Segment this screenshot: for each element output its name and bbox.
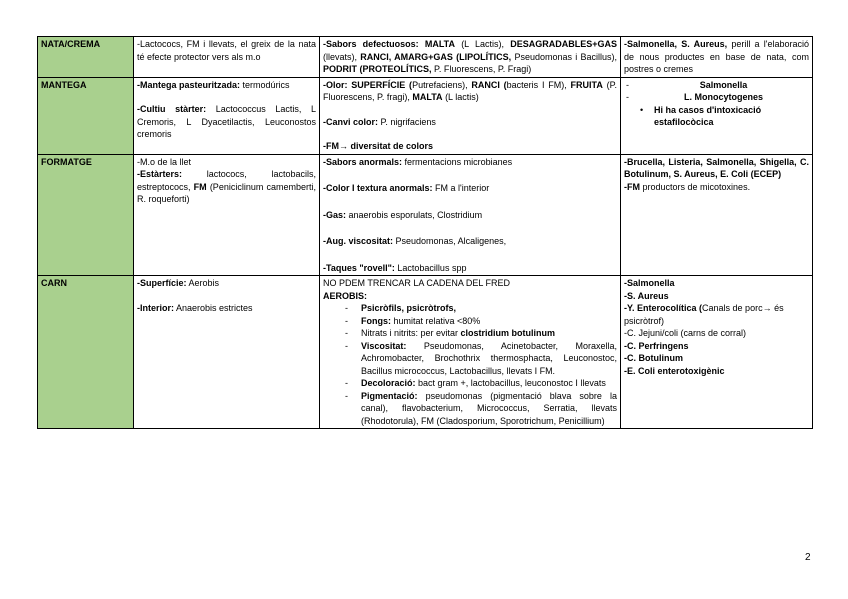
cell-mantega-defects: -Olor: SUPERFÍCIE (Putrefaciens), RANCI (bacteris I FM), FRUITA (P. Fluorescens, P. fragi), MALTA (L lactis) -Canvi color: P. nigrifaciens -FM→ diversitat de colors [320,77,621,154]
table-row-carn [38,276,813,429]
cell-formatge-pathogens: -Brucella, Listeria, Salmonella, Shigella, C. Botulinum, S. Aureus, E. Coli (ECEP) -FM productors de micotoxines. [621,154,813,276]
cell-formatge-defects: -Sabors anormals: fermentacions microbianes -Color I textura anormals: FM a l'interior -Gas: anaerobis esporulats, Clostridium -Aug. viscositat: Pseudomonas, Alcaligenes, -Taques "rovell": Lactobacillus spp [320,154,621,276]
row-header-nata: NATA/CREMA [38,37,134,78]
food-microbiology-table [37,36,813,429]
cell-nata-defects: -Sabors defectuosos: MALTA (L Lactis), DESAGRADABLES+GAS (llevats), RANCI, AMARG+GAS (LIPOLÍTICS, Pseudomonas i Bacillus), PODRIT (PROTEOLÍTICS, P. Fluorescens, P. Fragi) [320,37,621,78]
cell-carn-defects: NO PDEM TRENCAR LA CADENA DEL FRED AEROBIS: - Psicròfils, psicròtrofs, - Fongs: humitat relativa <80% - Nitrats i nitrits: per evitar clostridium botulinum - Viscositat: Pseudomonas, Acinetobacter, Moraxella, Achromobacter, Brochothrix thermosphacta, Leuconostoc, Bacillus micrococcus, Lactobacillus, llevats I FM. - Decoloració: bact gram +, lactobacillus, leuconostoc I llevats - Pigmentació: pseudomonas (pigmentació blava sobre la canal), flavobacterium, Micrococcus, Serratia, llevats (Rhodotorula), FM (Cladosporium, Sporotrichum, Penicillium) [320,276,621,429]
cell-mantega-microorganisms: -Mantega pasteuritzada: termodúrics -Cultiu stàrter: Lactococcus Lactis, L Cremoris, L Dyacetilactis, Leuconostos cremoris [134,77,320,154]
row-header-mantega: MANTEGA [38,77,134,154]
cell-formatge-microorganisms: -M.o de la llet -Estàrters: lactococs, lactobacils, estreptococs, FM (Peniciclinum camemberti, R. roqueforti) [134,154,320,276]
table-row-mantega [38,77,813,154]
row-header-carn: CARN [38,276,134,429]
table-row-nata [38,37,813,78]
cell-nata-microorganisms: -Lactococs, FM i llevats, el greix de la nata té efecte protector vers als m.o [134,37,320,78]
cell-mantega-pathogens: - Salmonella - L. Monocytogenes • Hi ha casos d'intoxicació estafilocòcica [621,77,813,154]
page-number: 2 [805,552,811,563]
cell-nata-pathogens: -Salmonella, S. Aureus, perill a l'elaboració de nous productes en base de nata, com postres o cremes [621,37,813,78]
cell-carn-microorganisms: -Superfície: Aerobis -Interior: Anaerobis estrictes [134,276,320,429]
cell-carn-pathogens: -Salmonella -S. Aureus -Y. Enterocolítica (Canals de porc→ és psicròtrof) -C. Jejuni/coli (carns de corral) -C. Perfringens -C. Botulinum -E. Coli enterotoxigènic [621,276,813,429]
table-row-formatge [38,154,813,276]
row-header-formatge: FORMATGE [38,154,134,276]
